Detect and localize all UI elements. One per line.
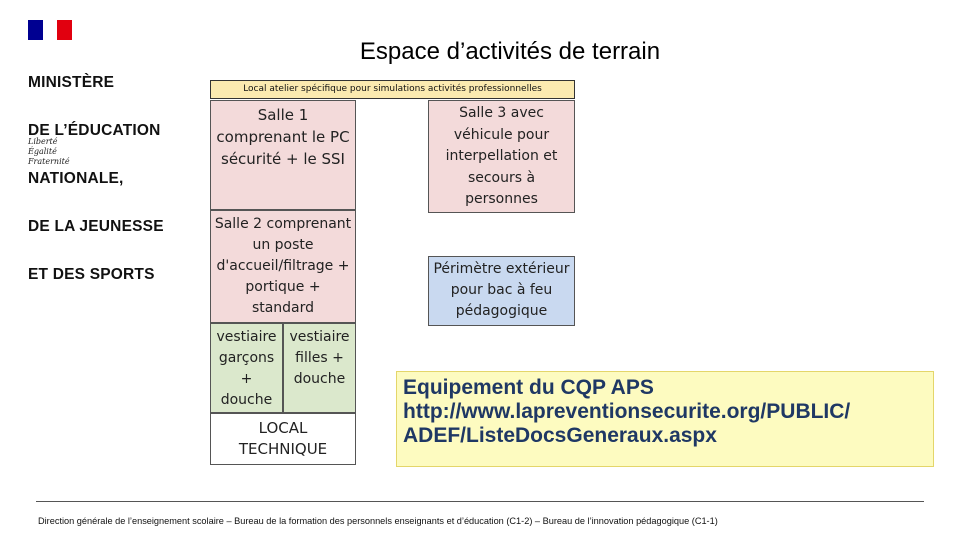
flag-blue-band — [28, 20, 43, 40]
room-label-line: véhicule pour — [453, 126, 550, 143]
room-label-line: vestiaire — [216, 329, 277, 345]
motto-line: Égalité — [28, 147, 57, 156]
room-salle-1 — [210, 100, 356, 210]
local-atelier-banner: Local atelier spécifique pour simulations activités professionnelles — [210, 80, 575, 99]
footer-divider — [36, 501, 924, 502]
room-label-line: garçons + — [218, 350, 275, 387]
ministry-line: DE LA JEUNESSE — [28, 218, 164, 235]
ministry-line: DE L’ÉDUCATION — [28, 122, 161, 139]
room-label-line: un poste — [252, 237, 314, 253]
room-label-line: pour bac à feu — [450, 282, 553, 298]
room-label-line: pédagogique — [455, 303, 548, 319]
room-label-line: vestiaire — [289, 329, 350, 345]
motto-line: Liberté — [28, 137, 58, 146]
room-label-line: comprenant le PC — [216, 128, 350, 146]
room-vestiaire-garcons — [210, 323, 283, 413]
room-label-line: portique + — [245, 279, 321, 295]
equipment-link-line-1[interactable]: http://www.lapreventionsecurite.org/PUBLIC/ — [403, 400, 851, 423]
flag-white-band — [43, 20, 58, 40]
room-label-line: LOCAL — [258, 419, 308, 437]
room-label-line: Périmètre extérieur — [433, 261, 570, 277]
room-label-line: d'accueil/filtrage + — [216, 258, 350, 274]
room-label-line: douche — [293, 371, 346, 387]
room-label-line: secours à — [467, 169, 536, 186]
equipment-link-line-2[interactable]: ADEF/ListeDocsGeneraux.aspx — [403, 424, 717, 447]
equipment-heading: Equipement du CQP APS — [403, 376, 654, 399]
room-label-line: interpellation et — [445, 148, 558, 164]
area-perimetre-exterieur — [428, 256, 575, 326]
room-label-line: sécurité + le SSI — [221, 150, 345, 168]
room-label-line: TECHNIQUE — [238, 440, 328, 458]
room-local-technique — [210, 413, 356, 465]
room-label-line: Salle 1 — [257, 106, 309, 124]
room-label-line: douche — [220, 392, 273, 408]
room-label-line: Salle 2 comprenant — [214, 216, 352, 232]
equipment-note — [396, 371, 934, 467]
footer-text: Direction générale de l’enseignement scolaire – Bureau de la formation des personnels enseignants et d’éducation (C1-2) – Bureau de l’innovation pédagogique (C1-1) — [38, 516, 718, 526]
motto-line: Fraternité — [28, 157, 70, 166]
room-salle-2 — [210, 210, 356, 323]
room-label-line: Salle 3 avec — [459, 105, 544, 121]
room-label-line: personnes — [465, 191, 538, 207]
ministry-line: ET DES SPORTS — [28, 266, 155, 283]
room-vestiaire-filles — [283, 323, 356, 413]
ministry-line: MINISTÈRE — [28, 74, 115, 91]
room-label-line: filles + — [295, 350, 344, 366]
ministry-name — [28, 43, 164, 299]
republic-flag-logo — [28, 20, 72, 40]
page-title: Espace d’activités de terrain — [359, 38, 661, 65]
room-label-line: standard — [251, 300, 315, 316]
republic-motto — [28, 137, 70, 167]
flag-red-band — [57, 20, 72, 40]
ministry-line: NATIONALE, — [28, 170, 124, 187]
room-salle-3 — [428, 100, 575, 213]
